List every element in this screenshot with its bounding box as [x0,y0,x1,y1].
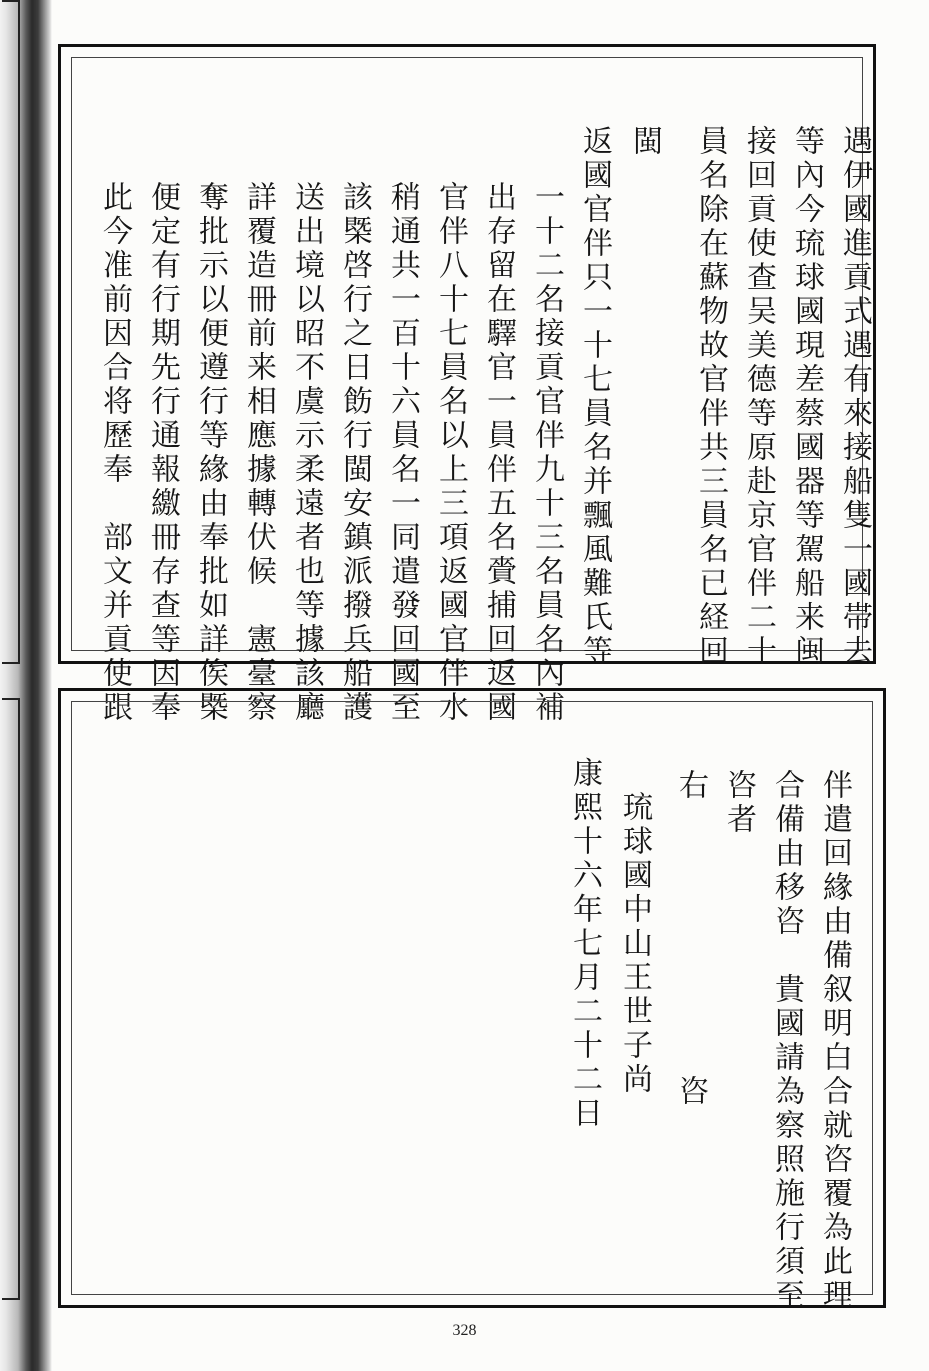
book-gutter [0,0,52,1371]
text-column: 員名除在蘇物故官伴共三員名已経回 [693,125,728,669]
text-column: 伴遣回緣由備叙明白合就咨覆為此理 [817,769,852,1313]
text-column: 出存留在驛官一員伴五名賫捕回返國 [481,181,516,725]
text-column: 遇伊國進貢式遇有來接船隻一國帯去 [837,125,872,669]
page-number: 328 [452,1322,477,1339]
text-column: 奪批示以便遵行等緣由奉批如詳俟㮣 [193,181,228,725]
text-column: 稍通共一百十六員名一同遣發回國至 [385,181,420,725]
top-text-panel [58,44,876,725]
text-column: 康熙十六年七月二十二日 [567,757,602,1131]
text-column: 琉球國中山王世子尚 [617,791,652,1097]
text-column: 詳覆造冊前来相應據轉伏候 憲臺察 [241,181,276,725]
text-column: 便定有行期先行通報繳冊存查等因奉 [145,181,180,725]
text-column: 該㮣啓行之日飭行閩安鎮派撥兵船護 [337,181,372,725]
facing-page-frame-edge [2,698,20,1300]
text-column: 返國官伴只一十七員名并飄風難氏等 [577,125,612,669]
bottom-text-panel [58,688,886,1313]
text-column: 送出境以昭不虞示柔遠者也等據該廳 [289,181,324,725]
text-column: 合備由移咨 貴國請為察照施行須至 [769,769,804,1313]
text-column: 閩 [627,125,662,159]
facing-page-frame-edge [2,0,20,664]
text-column: 一十二名接貢官伴九十三名員名內補 [529,181,564,725]
text-column: 等內今琉球國現差蔡國器等駕船来闽 [789,125,824,669]
text-column: 官伴八十七員名以上三項返國官伴水 [433,181,468,725]
text-column: 接回貢使查吴美德等原赴京官伴二十 [741,125,776,669]
text-column: 咨者 [721,769,756,837]
text-column: 右 咨 [673,769,708,1109]
text-column: 此今准前因合将歷奉 部文并貢使跟 [97,181,132,725]
